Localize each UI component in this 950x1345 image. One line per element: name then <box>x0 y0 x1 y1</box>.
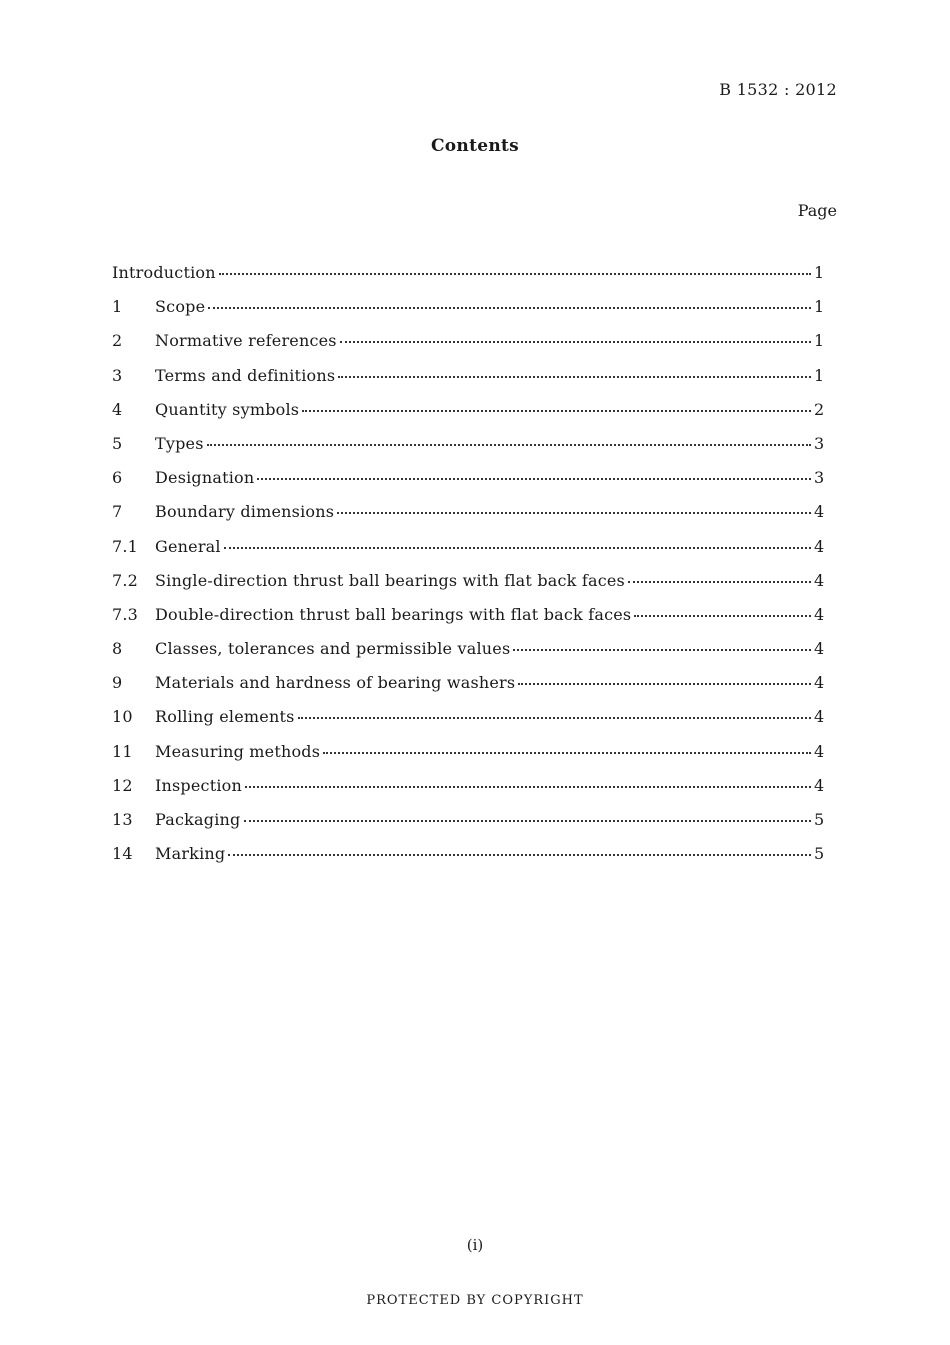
toc-dot-leader <box>513 649 811 651</box>
toc-entry[interactable] <box>112 537 824 571</box>
toc-entry-page: 4 <box>814 673 825 693</box>
toc-entry-page: 1 <box>814 365 825 385</box>
toc-entry-number: 6 <box>112 468 123 488</box>
toc-entry-page: 5 <box>814 810 825 829</box>
toc-entry-number: 7.1 <box>112 536 139 556</box>
toc-entry[interactable] <box>112 571 824 605</box>
toc-dot-leader <box>323 752 811 754</box>
toc-entry-number: 2 <box>112 331 123 351</box>
toc-entry-label: Boundary dimensions <box>155 502 335 522</box>
toc-entry-page: 2 <box>814 399 825 419</box>
document-id: B 1532 : 2012 <box>719 80 837 99</box>
toc-entry-number: 12 <box>112 775 133 795</box>
toc-entry-label: Introduction <box>112 263 216 282</box>
toc-entry[interactable] <box>112 468 824 502</box>
toc-entry-label: Single-direction thrust ball bearings with flat back faces <box>155 570 625 590</box>
toc-entry-page: 4 <box>814 707 825 727</box>
copyright-footer: PROTECTED BY COPYRIGHT <box>366 1293 584 1308</box>
toc-entry-page: 1 <box>814 297 825 317</box>
page-column-label: Page <box>797 201 837 220</box>
toc-dot-leader <box>338 376 811 378</box>
toc-entry-page: 4 <box>814 536 825 556</box>
toc-entry-label: Double-direction thrust ball bearings with flat back faces <box>155 604 632 624</box>
toc-entry-number: 13 <box>112 810 133 829</box>
toc-entry-label: Normative references <box>155 331 337 351</box>
toc-entry-label: Rolling elements <box>155 707 295 727</box>
toc-entry-number: 10 <box>112 707 133 727</box>
toc-entry-label: Terms and definitions <box>155 365 336 385</box>
toc-dot-leader <box>244 820 812 822</box>
toc-dot-leader <box>228 854 811 856</box>
toc-entry-page: 1 <box>814 263 825 282</box>
toc-entry[interactable] <box>112 742 824 776</box>
toc-entry[interactable] <box>112 844 824 878</box>
toc-entry-page: 4 <box>814 502 825 522</box>
toc-dot-leader <box>302 410 811 412</box>
toc-entry[interactable] <box>112 331 824 365</box>
toc-entry[interactable] <box>112 605 824 639</box>
toc-entry[interactable] <box>112 400 824 434</box>
toc-entry-label: Types <box>155 433 204 453</box>
page-folio: (i) <box>466 1236 484 1254</box>
toc-entry-number: 7.3 <box>112 604 139 624</box>
toc-dot-leader <box>340 341 811 343</box>
toc-entry-page: 4 <box>814 604 825 624</box>
toc-dot-leader <box>219 273 811 275</box>
toc-dot-leader <box>634 615 811 617</box>
toc-entry[interactable] <box>112 434 824 468</box>
toc-entry-label: Quantity symbols <box>155 399 300 419</box>
toc-entry[interactable] <box>112 707 824 741</box>
toc-entry-label: Scope <box>155 297 206 317</box>
toc-entry-number: 9 <box>112 673 123 693</box>
page-title: Contents <box>430 136 520 156</box>
toc-entry-label: Packaging <box>155 810 241 829</box>
toc-entry-page: 4 <box>814 775 825 795</box>
toc-entry-page: 4 <box>814 639 825 659</box>
table-of-contents <box>112 263 824 878</box>
toc-dot-leader <box>257 478 811 480</box>
toc-entry[interactable] <box>112 502 824 536</box>
toc-entry-number: 14 <box>112 844 133 864</box>
toc-entry-page: 1 <box>814 331 825 351</box>
toc-dot-leader <box>298 717 811 719</box>
toc-entry-page: 3 <box>814 468 825 488</box>
toc-entry-number: 8 <box>112 639 123 659</box>
toc-entry-number: 11 <box>112 741 133 761</box>
toc-entry[interactable] <box>112 263 824 297</box>
toc-dot-leader <box>337 512 811 514</box>
toc-entry[interactable] <box>112 639 824 673</box>
toc-entry-number: 7.2 <box>112 570 139 590</box>
toc-dot-leader <box>628 581 811 583</box>
toc-entry-page: 3 <box>814 433 825 453</box>
toc-entry[interactable] <box>112 297 824 331</box>
toc-entry-label: Materials and hardness of bearing washers <box>155 673 516 693</box>
toc-entry-label: Designation <box>155 468 255 488</box>
toc-entry[interactable] <box>112 776 824 810</box>
toc-entry[interactable] <box>112 810 824 844</box>
toc-entry-page: 4 <box>814 570 825 590</box>
toc-entry-label: General <box>155 536 221 556</box>
toc-dot-leader <box>518 683 811 685</box>
toc-dot-leader <box>208 307 811 309</box>
toc-entry-label: Marking <box>155 844 226 864</box>
toc-entry[interactable] <box>112 366 824 400</box>
toc-entry-number: 1 <box>112 297 123 317</box>
toc-entry-label: Classes, tolerances and permissible values <box>155 639 511 659</box>
toc-dot-leader <box>224 547 811 549</box>
toc-entry-number: 4 <box>112 399 123 419</box>
toc-entry-page: 5 <box>814 844 825 864</box>
toc-entry-number: 3 <box>112 365 123 385</box>
toc-dot-leader <box>207 444 811 446</box>
toc-entry-label: Inspection <box>155 775 242 795</box>
toc-entry[interactable] <box>112 673 824 707</box>
toc-entry-number: 7 <box>112 502 123 522</box>
toc-entry-number: 5 <box>112 433 123 453</box>
toc-entry-label: Measuring methods <box>155 741 321 761</box>
toc-entry-page: 4 <box>814 741 825 761</box>
toc-dot-leader <box>245 786 811 788</box>
